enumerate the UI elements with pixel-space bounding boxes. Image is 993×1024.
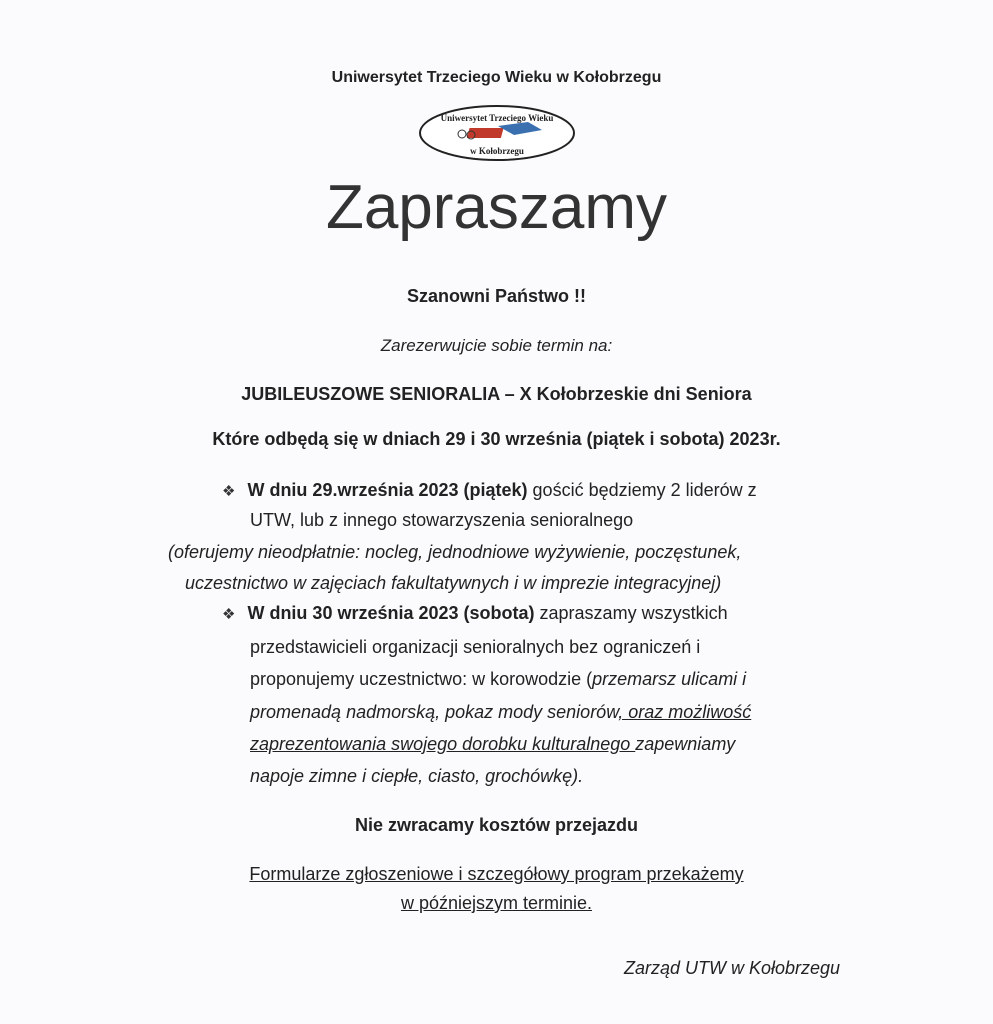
event-name: JUBILEUSZOWE SENIORALIA – X Kołobrzeskie dni Seniora [241,384,752,404]
utw-logo [418,104,576,162]
bullet-2-line4: promenadą nadmorską, pokaz mody seniorów, oraz możliwość [250,702,752,722]
org-header: Uniwersytet Trzeciego Wieku w Kołobrzegu [331,69,662,86]
page-title: Zapraszamy [325,173,668,242]
bullet-2-line3: proponujemy uczestnictwo: w korowodzie (przemarsz ulicami i [250,669,747,689]
svg-text:Uniwersytet Trzeciego Wieku: Uniwersytet Trzeciego Wieku [440,113,554,123]
no-costs-note: Nie zwracamy kosztów przejazdu [354,815,639,835]
event-dates: Które odbędą się w dniach 29 i 30 września (piątek i sobota) 2023r. [212,429,781,449]
bullet-2-line5: zaprezentowania swojego dorobku kulturalnego zapewniamy [250,734,736,754]
bullet-icon: ❖ [222,483,236,500]
bullet-1: ❖ W dniu 29.września 2023 (piątek) gościć będziemy 2 liderów z [222,480,757,500]
bullet-1-note2: uczestnictwo w zajęciach fakultatywnych i w imprezie integracyjnej) [185,573,722,593]
signature: Zarząd UTW w Kołobrzegu [624,958,841,978]
forms-note-2: w późniejszym terminie. [400,893,593,913]
bullet-1-line2: UTW, lub z innego stowarzyszenia senioralnego [250,510,634,530]
bullet-1-note1: (oferujemy nieodpłatnie: nocleg, jednodniowe wyżywienie, poczęstunek, [168,542,742,562]
forms-note-1: Formularze zgłoszeniowe i szczegółowy program przekażemy [249,864,744,884]
bullet-2: ❖ W dniu 30 września 2023 (sobota) zapraszamy wszystkich [222,603,728,623]
greeting: Szanowni Państwo !! [406,286,586,306]
bullet-2-line6: napoje zimne i ciepłe, ciasto, grochówkę). [250,766,584,786]
bullet-icon: ❖ [222,606,236,623]
bullet-2-line2: przedstawicieli organizacji senioralnych bez ograniczeń i [250,637,701,657]
reserve-text: Zarezerwujcie sobie termin na: [380,336,613,355]
svg-text:w Kołobrzegu: w Kołobrzegu [470,146,524,156]
